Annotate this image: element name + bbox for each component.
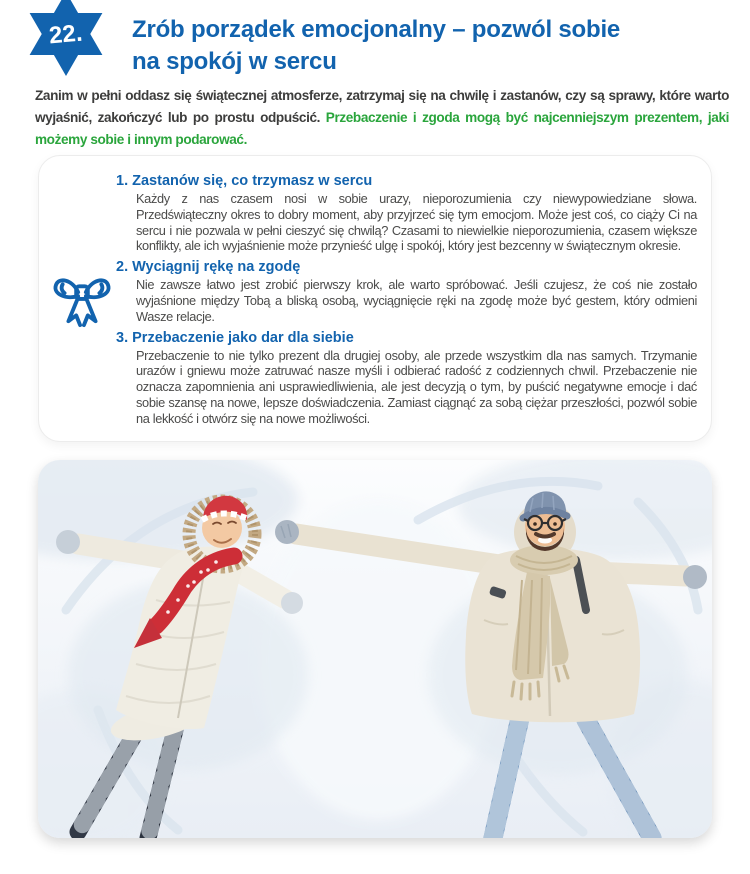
item-heading [116, 258, 697, 277]
item-heading-text: Wyciągnij rękę na zgodę [132, 259, 301, 276]
intro-text-dark: Zanim w pełni oddasz się świątecznej atmosferze, zatrzymaj się na chwilę i zastanów, czy są sprawy, które warto wyjaśnić, zakończyć lub po prostu odpuścić. [35, 88, 729, 125]
item-body: Każdy z nas czasem nosi w sobie urazy, nieporozumienia czy niewypowiedziane słowa. Przedświąteczny okres to dobry moment, aby przyjrzeć się tym emocjom. Może jest coś, co ciąży Ci na sercu i nie pozwala w pełni cieszyć się chwilą? Czasami to niewielkie nieporozumienia, czasem większe konflikty, ale ich wyjaśnienie może przynieść ulgę i spokój, który jest bezcenny w świątecznym okresie. [136, 191, 697, 254]
item-heading-text: Przebaczenie jako dar dla siebie [132, 329, 354, 346]
tips-card [38, 155, 712, 442]
item-number: 3. [116, 329, 129, 346]
page-title-line2: na spokój w sercu [132, 48, 337, 75]
intro-paragraph [35, 85, 729, 151]
item-heading [116, 329, 697, 348]
page-title [132, 14, 620, 78]
item-body: Przebaczenie to nie tylko prezent dla drugiej osoby, ale przede wszystkim dla nas samych. Trzymanie urazów i gniewu może zatruwać nasze myśli i odbierać radość z codziennych chwil. Przebaczenie nie oznacza zapomnienia ani usprawiedliwienia, ale jest decyzją o tym, by puścić negatywne emocje i dać sobie szansę na nowe, lepsze doświadczenia. Zamiast ciągnąć za sobą ciężar przeszłości, pozwól sobie na lekkość i otwórz się na nowe możliwości. [136, 347, 697, 426]
item-body: Nie zawsze łatwo jest zrobić pierwszy krok, ale warto spróbować. Jeśli czujesz, że coś nie zostało wyjaśnione między Tobą a bliską osobą, wyciągnięcie ręki na zgodę może być gestem, który odmieni Wasze relacje. [136, 277, 697, 324]
page-title-line1: Zrób porządek emocjonalny – pozwól sobie [132, 16, 621, 43]
item-heading-text: Zastanów się, co trzymasz w sercu [132, 173, 373, 189]
snow-angels-photo [38, 460, 712, 838]
list-item [116, 172, 697, 254]
item-number: 1. [116, 173, 129, 189]
badge-number: 22. [47, 19, 84, 50]
list-item [116, 258, 697, 324]
list-item [116, 329, 697, 427]
ribbon-bow-icon [51, 264, 113, 328]
item-number: 2. [116, 259, 129, 276]
item-heading [116, 172, 697, 191]
six-pointed-star-icon [26, 0, 106, 80]
intro-text-green: Przebaczenie i zgoda mogą być najcenniejszym prezentem, jaki możemy sobie i innym podarować. [35, 110, 729, 147]
